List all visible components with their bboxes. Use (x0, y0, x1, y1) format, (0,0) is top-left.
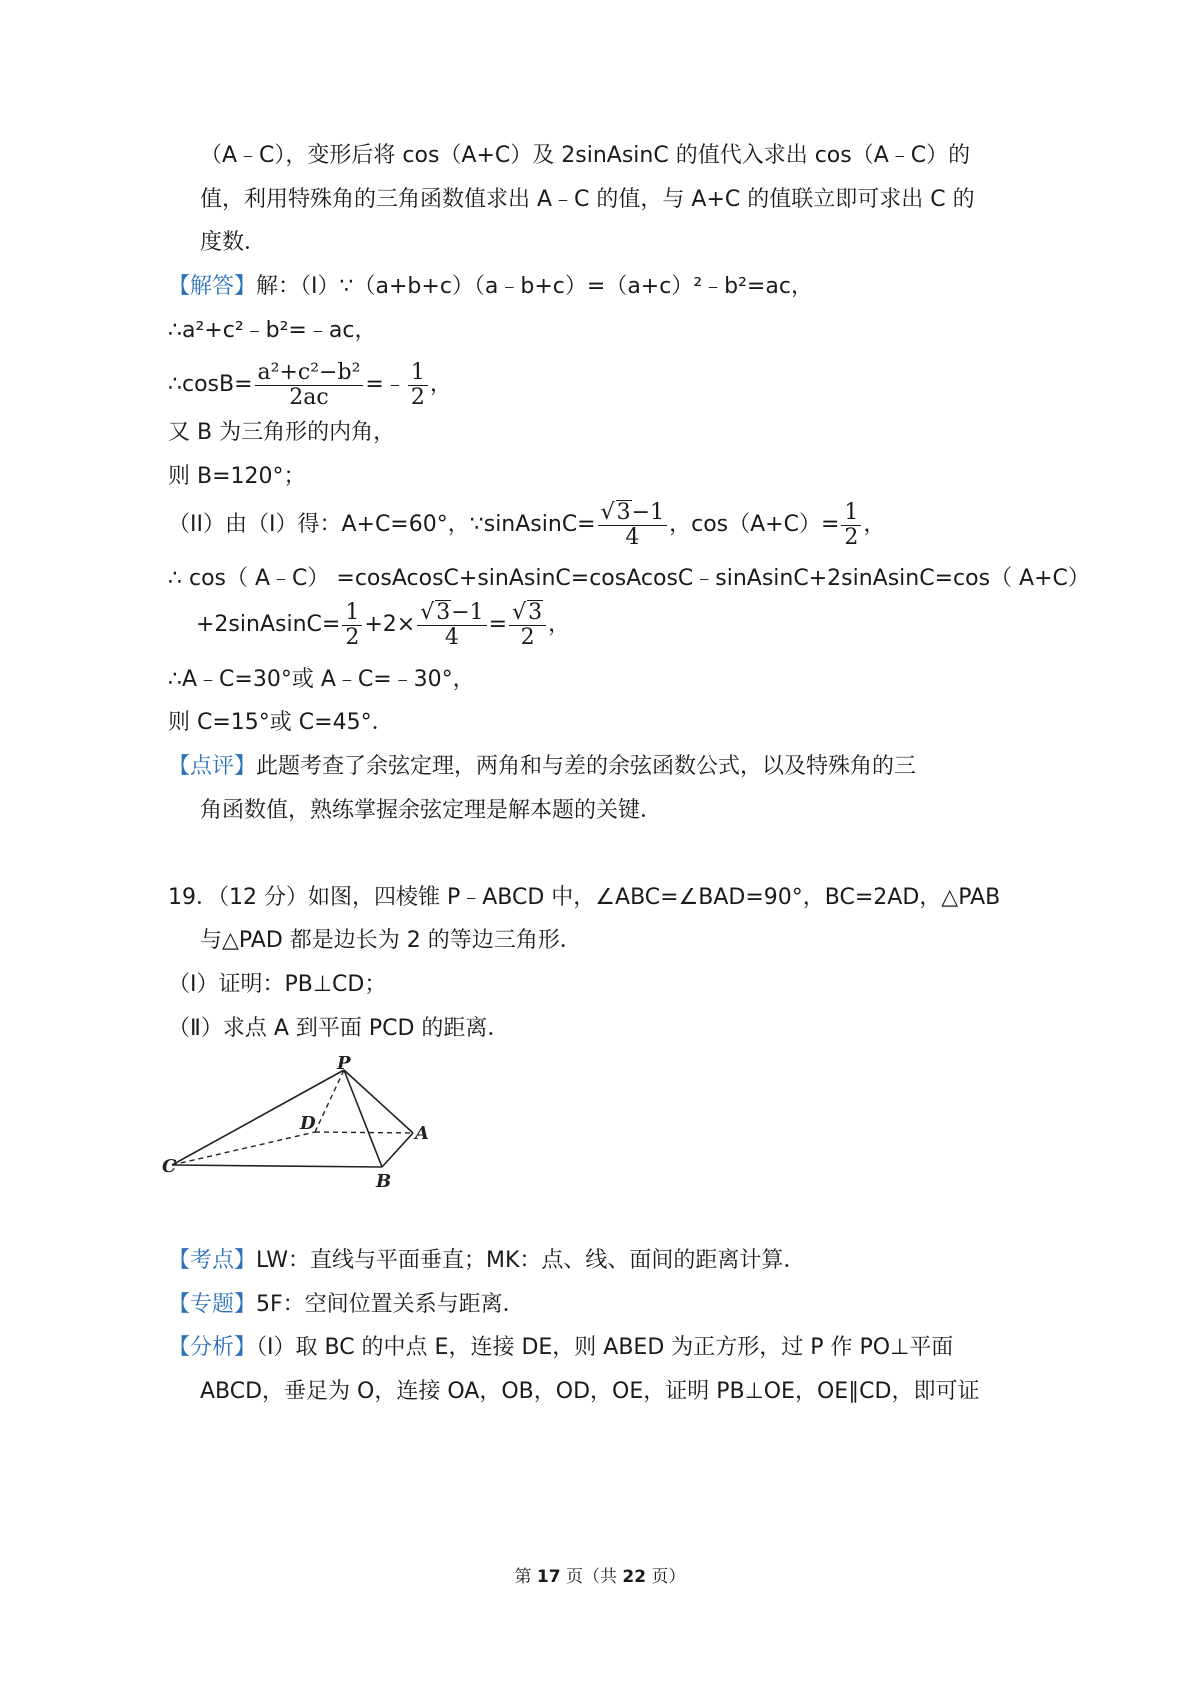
sin-prefix: +2sinAsinC= (196, 612, 341, 637)
half-denominator: 2 (844, 524, 859, 550)
edge-pa (344, 1070, 413, 1133)
edge-pb (344, 1070, 382, 1167)
pyramid-figure (160, 1055, 450, 1195)
cosB-equation (168, 360, 452, 410)
half-numerator: 1 (408, 361, 428, 386)
half-denominator: 2 (410, 384, 425, 410)
edge-da (315, 1132, 413, 1133)
sqrt-radicand: 3 (436, 600, 451, 625)
angle-value-line: 则 B=120°； (168, 464, 306, 489)
edge-cd (172, 1132, 315, 1165)
half-denominator: 2 (345, 624, 360, 650)
sqrt-radicand: 3 (616, 500, 631, 525)
label-p: P (337, 1055, 351, 1074)
half-fraction (408, 361, 428, 410)
label-a: A (415, 1123, 429, 1144)
edge-ba (382, 1133, 413, 1167)
question-19-line: 19．（12 分）如图，四棱锥 P﹣ABCD 中，∠ABC=∠BAD=90°，BC=2AD，△PAB (168, 885, 1001, 910)
plus-two-times: +2× (364, 612, 416, 637)
part2-mid: ，cos（A+C）= (669, 512, 840, 537)
question-part-1: （Ⅰ）证明：PB⊥CD； (168, 972, 387, 997)
page-number: 17 (536, 1567, 561, 1587)
label-d: D (300, 1113, 316, 1134)
topic-text: 5F：空间位置关系与距离． (256, 1292, 525, 1317)
sqrt3-half-fraction (509, 600, 546, 650)
review-line (168, 752, 916, 782)
cosB-fraction (255, 361, 364, 410)
topic-line (168, 1290, 525, 1320)
footer-post: 页） (651, 1567, 686, 1587)
edge-pd (315, 1070, 344, 1132)
analysis-line: ABCD，垂足为 O，连接 OA，OB，OD，OE，证明 PB⊥OE，OE∥CD，即可证 (200, 1379, 980, 1404)
analysis-line: 值，利用特殊角的三角函数值求出 A﹣C 的值，与 A+C 的值联立即可求出 C 的 (200, 187, 975, 212)
cos-diff-result (196, 600, 570, 650)
question-19-line: 与△PAD 都是边长为 2 的等边三角形． (200, 928, 582, 953)
comma: ， (548, 612, 571, 637)
review-text: 此题考查了余弦定理，两角和与差的余弦函数公式，以及特殊角的三 (256, 754, 917, 779)
sqrt-radicand: 3 (528, 600, 543, 625)
page-total: 22 (622, 1567, 647, 1587)
point-tag: 【考点】 (168, 1248, 257, 1273)
denominator-4: 4 (444, 625, 459, 650)
footer-mid: 页（共 (566, 1567, 617, 1587)
edge-cb (172, 1165, 382, 1167)
cosB-numerator: a²+c²−b² (255, 361, 364, 386)
result-line: 则 C=15°或 C=45°． (168, 710, 394, 735)
cosB-prefix: ∴cosB= (168, 372, 253, 397)
analysis-text: （I）取 BC 的中点 E，连接 DE，则 ABED 为正方形，过 P 作 PO⊥平面 (256, 1335, 954, 1360)
sqrt-numerator: √3−1 (417, 600, 486, 626)
analysis-tag-line (168, 1333, 953, 1363)
sqrt-numerator: √3−1 (598, 500, 667, 526)
cosB-denominator: 2ac (289, 384, 329, 410)
analysis-line: （A﹣C），变形后将 cos（A+C）及 2sinAsinC 的值代入求出 cos（A﹣C）的 (200, 143, 971, 168)
half-numerator: 1 (342, 601, 362, 626)
equals: = (488, 612, 508, 637)
half-denominator: 2 (520, 625, 535, 650)
comma: ， (429, 372, 452, 397)
angle-line: 又 B 为三角形的内角， (168, 420, 396, 445)
denominator-4: 4 (625, 525, 640, 550)
label-c: C (162, 1156, 177, 1177)
sqrt3-numerator: √3 (509, 600, 546, 626)
review-line: 角函数值，熟练掌握余弦定理是解本题的关键． (200, 798, 663, 823)
part2-prefix: （II）由（I）得：A+C=60°，∵sinAsinC= (168, 512, 596, 537)
sqrt-fraction (598, 500, 667, 550)
angle-diff-line: ∴A﹣C=30°或 A﹣C=﹣30°， (168, 667, 475, 692)
answer-line (168, 272, 813, 302)
equation-line: ∴a²+c²﹣b²=﹣ac， (168, 318, 377, 343)
part2-line (168, 500, 885, 550)
answer-tag: 【解答】 (168, 274, 257, 299)
analysis-line: 度数． (200, 230, 267, 255)
half-fraction (841, 501, 861, 550)
cosB-equals: =﹣ (365, 372, 406, 397)
page-footer (0, 1562, 1200, 1587)
footer-pre: 第 (514, 1567, 532, 1587)
half-fraction (342, 601, 362, 650)
question-part-2: （Ⅱ）求点 A 到平面 PCD 的距离． (168, 1016, 510, 1041)
half-numerator: 1 (841, 501, 861, 526)
comma: ， (863, 512, 886, 537)
answer-text: 解：（I）∵（a+b+c）（a﹣b+c）=（a+c）²﹣b²=ac， (256, 274, 813, 299)
sqrt-fraction (417, 600, 486, 650)
analysis-tag: 【分析】 (168, 1335, 257, 1360)
review-tag: 【点评】 (168, 754, 257, 779)
topic-tag: 【专题】 (168, 1292, 257, 1317)
knowledge-point-line (168, 1246, 805, 1276)
cos-diff-line: ∴ cos（ A﹣C） =cosAcosC+sinAsinC=cosAcosC﹣sinAsinC+2sinAsinC=cos（ A+C） (168, 566, 1090, 591)
point-text: LW：直线与平面垂直；MK：点、线、面间的距离计算． (256, 1248, 806, 1273)
minus-one: −1 (631, 500, 665, 525)
label-b: B (376, 1171, 392, 1192)
minus-one: −1 (451, 600, 484, 625)
edge-pc (172, 1070, 344, 1165)
